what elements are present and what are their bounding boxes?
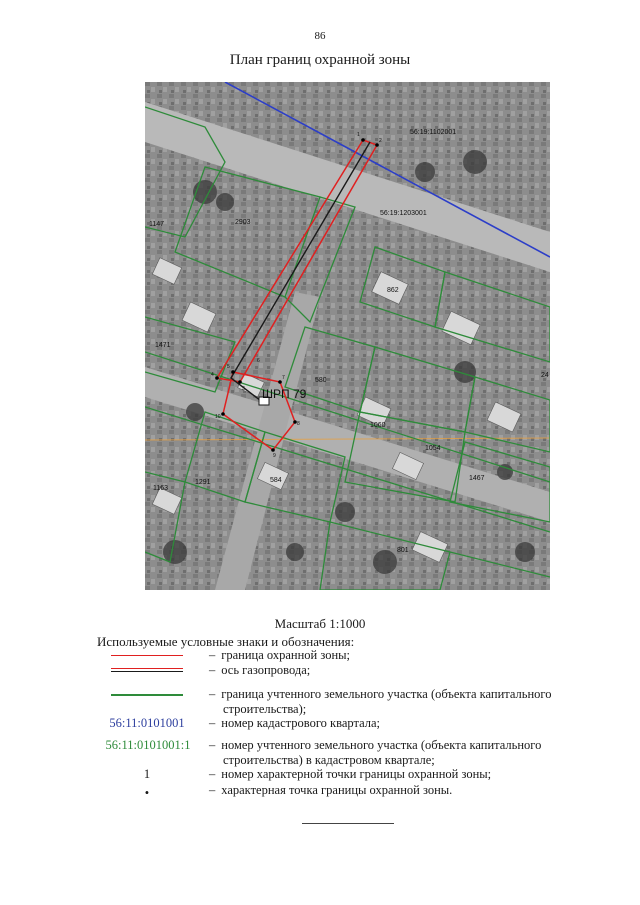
point-label: 10 xyxy=(215,414,221,420)
parcel-label: 2903 xyxy=(235,219,251,226)
quarter-number-symbol: 56:11:0101001 xyxy=(109,716,185,730)
point-label: 9 xyxy=(273,453,276,459)
parcel-label: 862 xyxy=(387,287,399,294)
parcel-label: 1163 xyxy=(153,485,169,492)
parcel-boundary-symbol xyxy=(97,694,197,696)
parcel-label: 801 xyxy=(397,547,409,554)
parcel-number-symbol: 56:11:0101001:1 xyxy=(105,738,191,752)
legend-description: номер характерной точки границы охранной зоны; xyxy=(221,767,492,781)
legend-item: • – характерная точка границы охранной зоны. xyxy=(97,783,597,799)
point-label: 6 xyxy=(257,358,260,364)
parcel-label: 1060 xyxy=(370,422,386,429)
point-label: 3 xyxy=(242,386,245,392)
legend-item: 56:11:0101001 – номер кадастрового квартала; xyxy=(97,716,597,732)
legend-description: номер учтенного земельного участка (объекта капитального строительства) в кадастровом квартале; xyxy=(221,738,542,767)
legend-description: номер кадастрового квартала; xyxy=(221,716,381,730)
legend-item: 1 – номер характерной точки границы охранной зоны; xyxy=(97,767,597,783)
parcel-label: 580 xyxy=(315,377,327,384)
point-label: 1 xyxy=(357,132,360,138)
point-label: 2 xyxy=(379,138,382,144)
legend-description: ось газопровода; xyxy=(221,663,311,677)
gas-axis-symbol xyxy=(97,668,197,672)
map-scale: Масштаб 1:1000 xyxy=(274,616,366,631)
zone-boundary-symbol xyxy=(97,655,197,656)
quarter-label: 56:19:1102001 xyxy=(410,129,457,136)
object-label: ШРП 79 xyxy=(262,387,307,401)
parcel-label: 1291 xyxy=(195,479,211,486)
legend-item: 56:11:0101001:1 – номер учтенного земельного участка (объекта капитального строительства) в кадастровом квартале; xyxy=(97,738,597,770)
parcel-label: 1471 xyxy=(155,342,171,349)
parcel-label: 1147 xyxy=(149,221,165,228)
legend-description: граница охранной зоны; xyxy=(221,648,351,662)
legend-description: характерная точка границы охранной зоны. xyxy=(221,783,453,797)
point-label: 8 xyxy=(297,421,300,427)
point-number-symbol: 1 xyxy=(143,767,151,781)
parcel-label: 1467 xyxy=(469,475,485,482)
page-number: 86 xyxy=(314,30,326,42)
point-label: 4 xyxy=(211,372,214,378)
protection-zone-map xyxy=(145,82,550,590)
quarter-label: 56:19:1203001 xyxy=(380,210,427,217)
legend-item: – граница учтенного земельного участка (объекта капитального строительства); xyxy=(97,687,597,719)
legend-description: граница учтенного земельного участка (объекта капитального строительства); xyxy=(221,687,552,716)
legend-item: – ось газопровода; xyxy=(97,663,597,679)
footer-divider xyxy=(302,823,394,824)
legend-title: Используемые условные знаки и обозначения: xyxy=(97,634,355,649)
page-title: План границ охранной зоны xyxy=(229,52,411,68)
point-dot-symbol: • xyxy=(144,786,150,800)
legend-item: – граница охранной зоны; xyxy=(97,648,597,664)
parcel-label: 1054 xyxy=(425,445,441,452)
parcel-label: 24 xyxy=(541,372,549,379)
point-label: 7 xyxy=(282,375,285,381)
parcel-label: 584 xyxy=(270,477,282,484)
point-label: 5 xyxy=(227,364,230,370)
